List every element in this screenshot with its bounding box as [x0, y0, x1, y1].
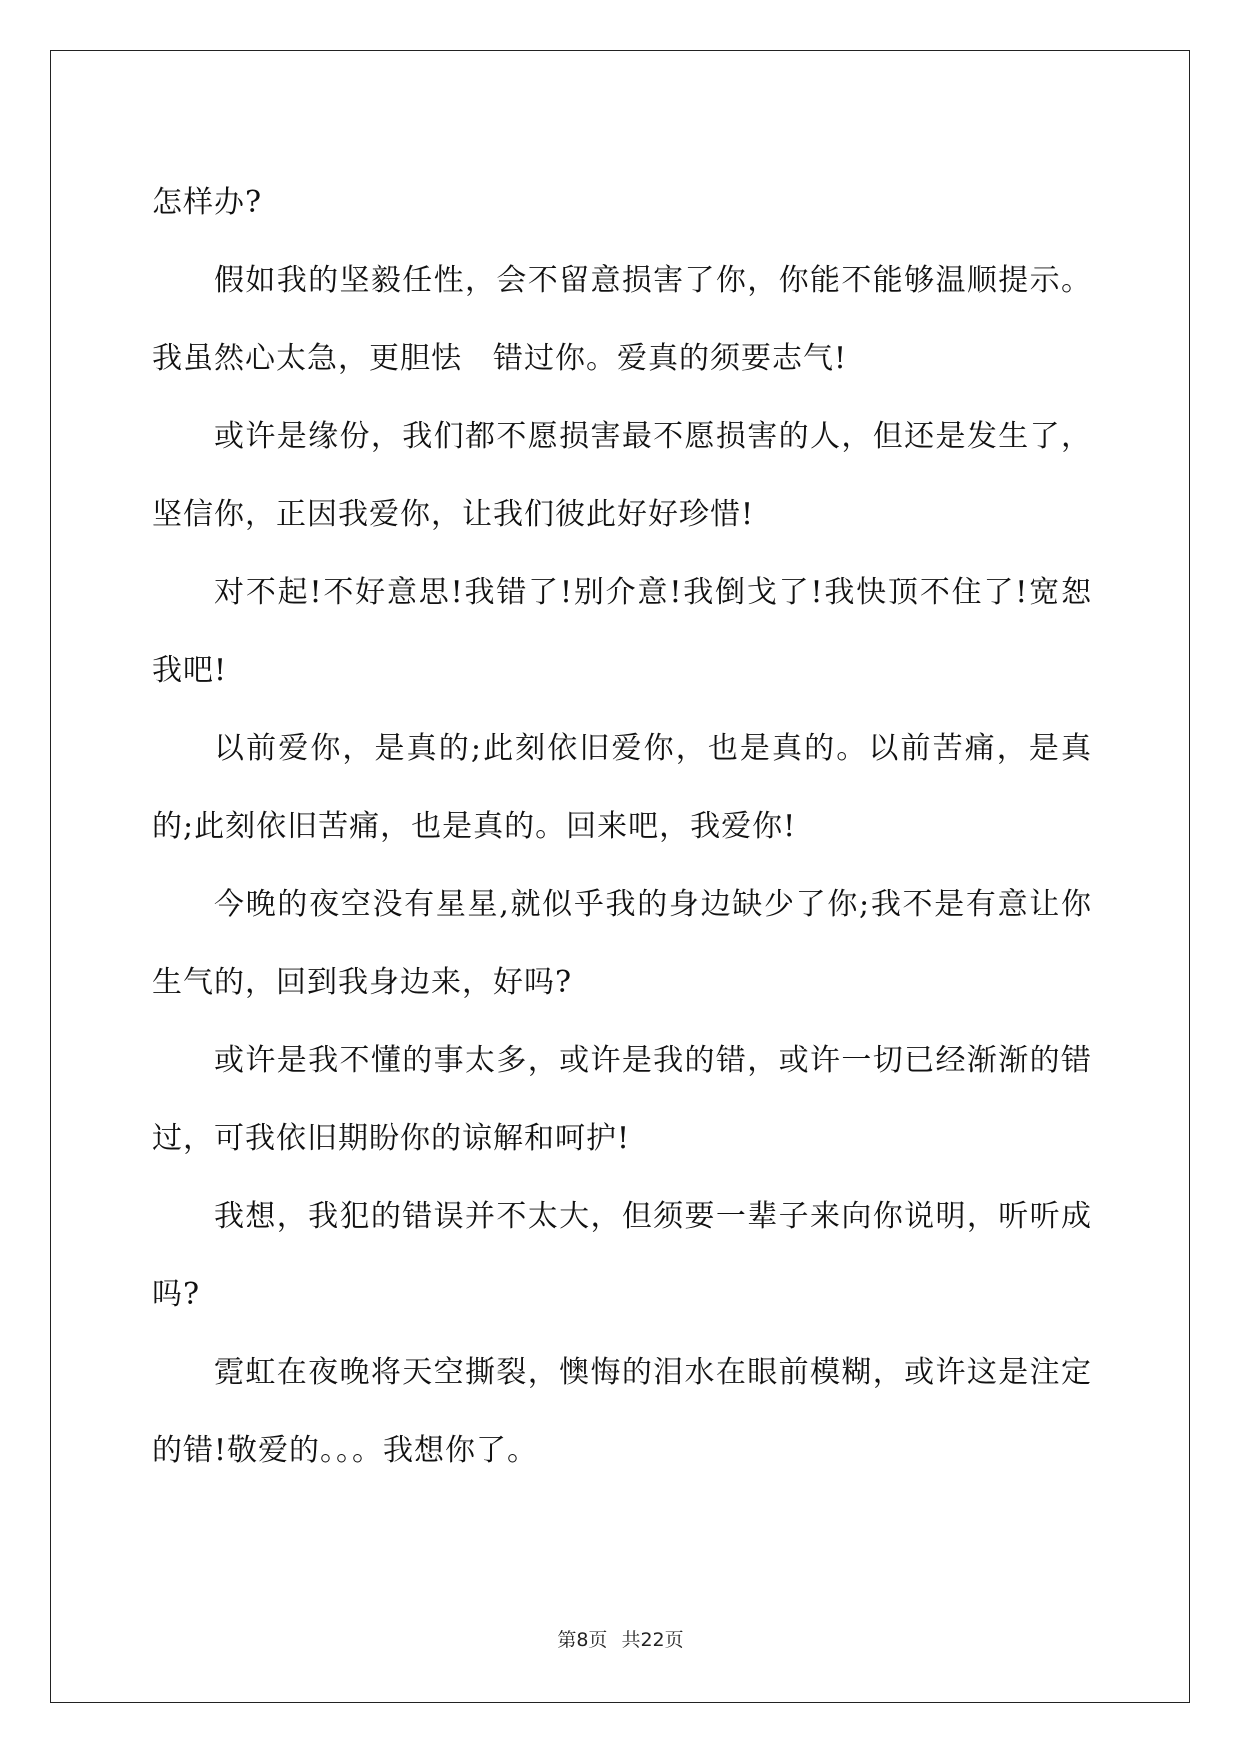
- paragraph: 或许是我不懂的事太多，或许是我的错，或许一切已经渐渐的错过，可我依旧期盼你的谅解和呵护!: [152, 1043, 1092, 1156]
- paragraph: 霓虹在夜晚将天空撕裂，懊悔的泪水在眼前模糊，或许这是注定的错!敬爱的。。。我想你了。: [152, 1355, 1092, 1468]
- total-page-count: 共22页: [621, 1629, 684, 1651]
- current-page-number: 第8页: [557, 1629, 608, 1651]
- paragraph: 对不起!不好意思!我错了!别介意!我倒戈了!我快顶不住了!宽恕我吧!: [152, 575, 1092, 688]
- paragraph: 我想，我犯的错误并不太大，但须要一辈子来向你说明，听听成吗?: [152, 1199, 1092, 1312]
- paragraph-continuation: 怎样办?: [152, 185, 263, 220]
- paragraph: 以前爱你，是真的;此刻依旧爱你，也是真的。以前苦痛，是真的;此刻依旧苦痛，也是真的。回来吧，我爱你!: [152, 731, 1092, 844]
- paragraph: 或许是缘份，我们都不愿损害最不愿损害的人，但还是发生了，坚信你，正因我爱你，让我们彼此好好珍惜!: [152, 419, 1092, 532]
- document-body: [152, 164, 1092, 1490]
- paragraph: 假如我的坚毅任性，会不留意损害了你，你能不能够温顺提示。我虽然心太急，更胆怯 错过你。爱真的须要志气!: [152, 263, 1092, 376]
- page-footer: [0, 1625, 1241, 1652]
- paragraph: 今晚的夜空没有星星,就似乎我的身边缺少了你;我不是有意让你生气的，回到我身边来，好吗?: [152, 887, 1092, 1000]
